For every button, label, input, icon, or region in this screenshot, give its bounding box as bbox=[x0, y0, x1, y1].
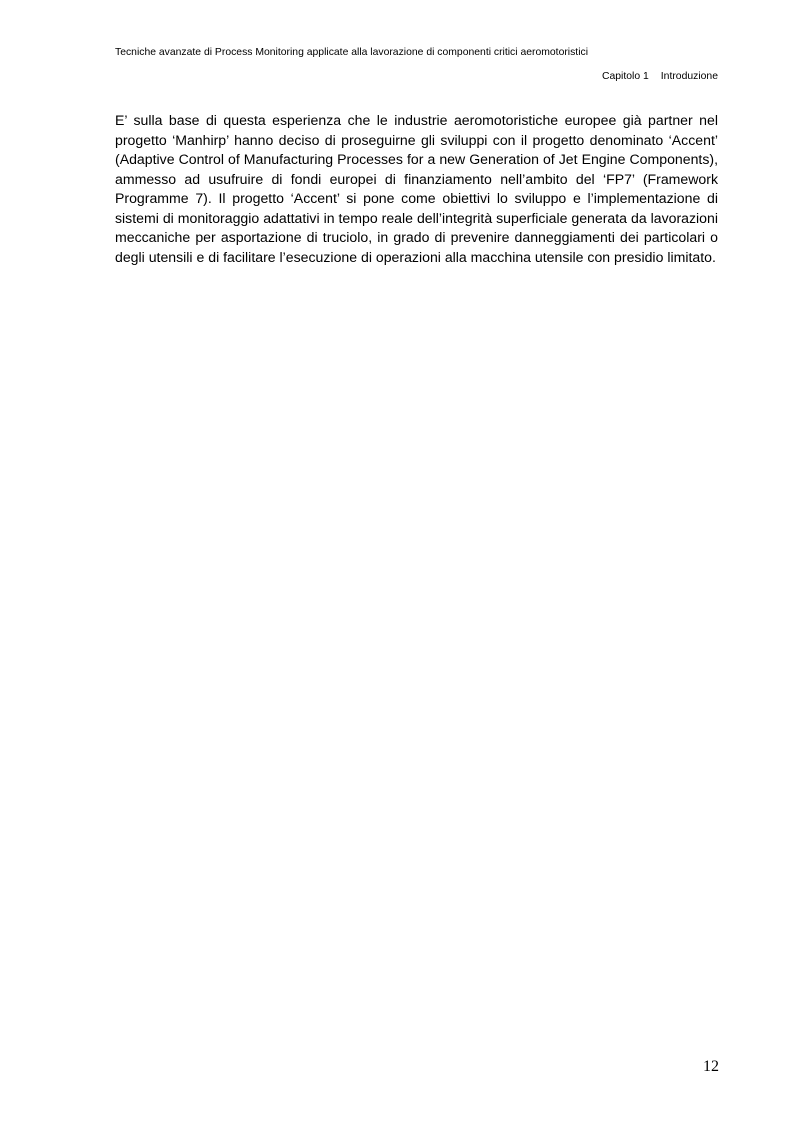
page-number: 12 bbox=[703, 1058, 719, 1075]
body-paragraph: E’ sulla base di questa esperienza che le industrie aeromotoristiche europee già partner nel progetto ‘Manhirp’ hanno deciso di proseguirne gli sviluppi con il progetto denominato ‘Accent’ (Adaptive Control of Manufacturing Processes for a new Generation of Jet Engine Components), ammesso ad usufruire di fondi europei di finanziamento nell’ambito del ‘FP7’ (Framework Programme 7). Il progetto ‘Accent’ si pone come obiettivi lo sviluppo e l’implementazione di sistemi di monitoraggio adattativi in tempo reale dell’integrità superficiale generata da lavorazioni meccaniche per asportazione di truciolo, in grado di prevenire danneggiamenti dei particolari o degli utensili e di facilitare l’esecuzione di operazioni alla macchina utensile con presidio limitato. bbox=[115, 112, 718, 265]
chapter-title: Introduzione bbox=[660, 71, 718, 82]
running-header-title: Tecniche avanzate di Process Monitoring applicate alla lavorazione di componenti critici aeromotoristici bbox=[115, 47, 589, 58]
running-header-chapter bbox=[602, 70, 718, 84]
chapter-label: Capitolo 1 bbox=[602, 71, 649, 82]
